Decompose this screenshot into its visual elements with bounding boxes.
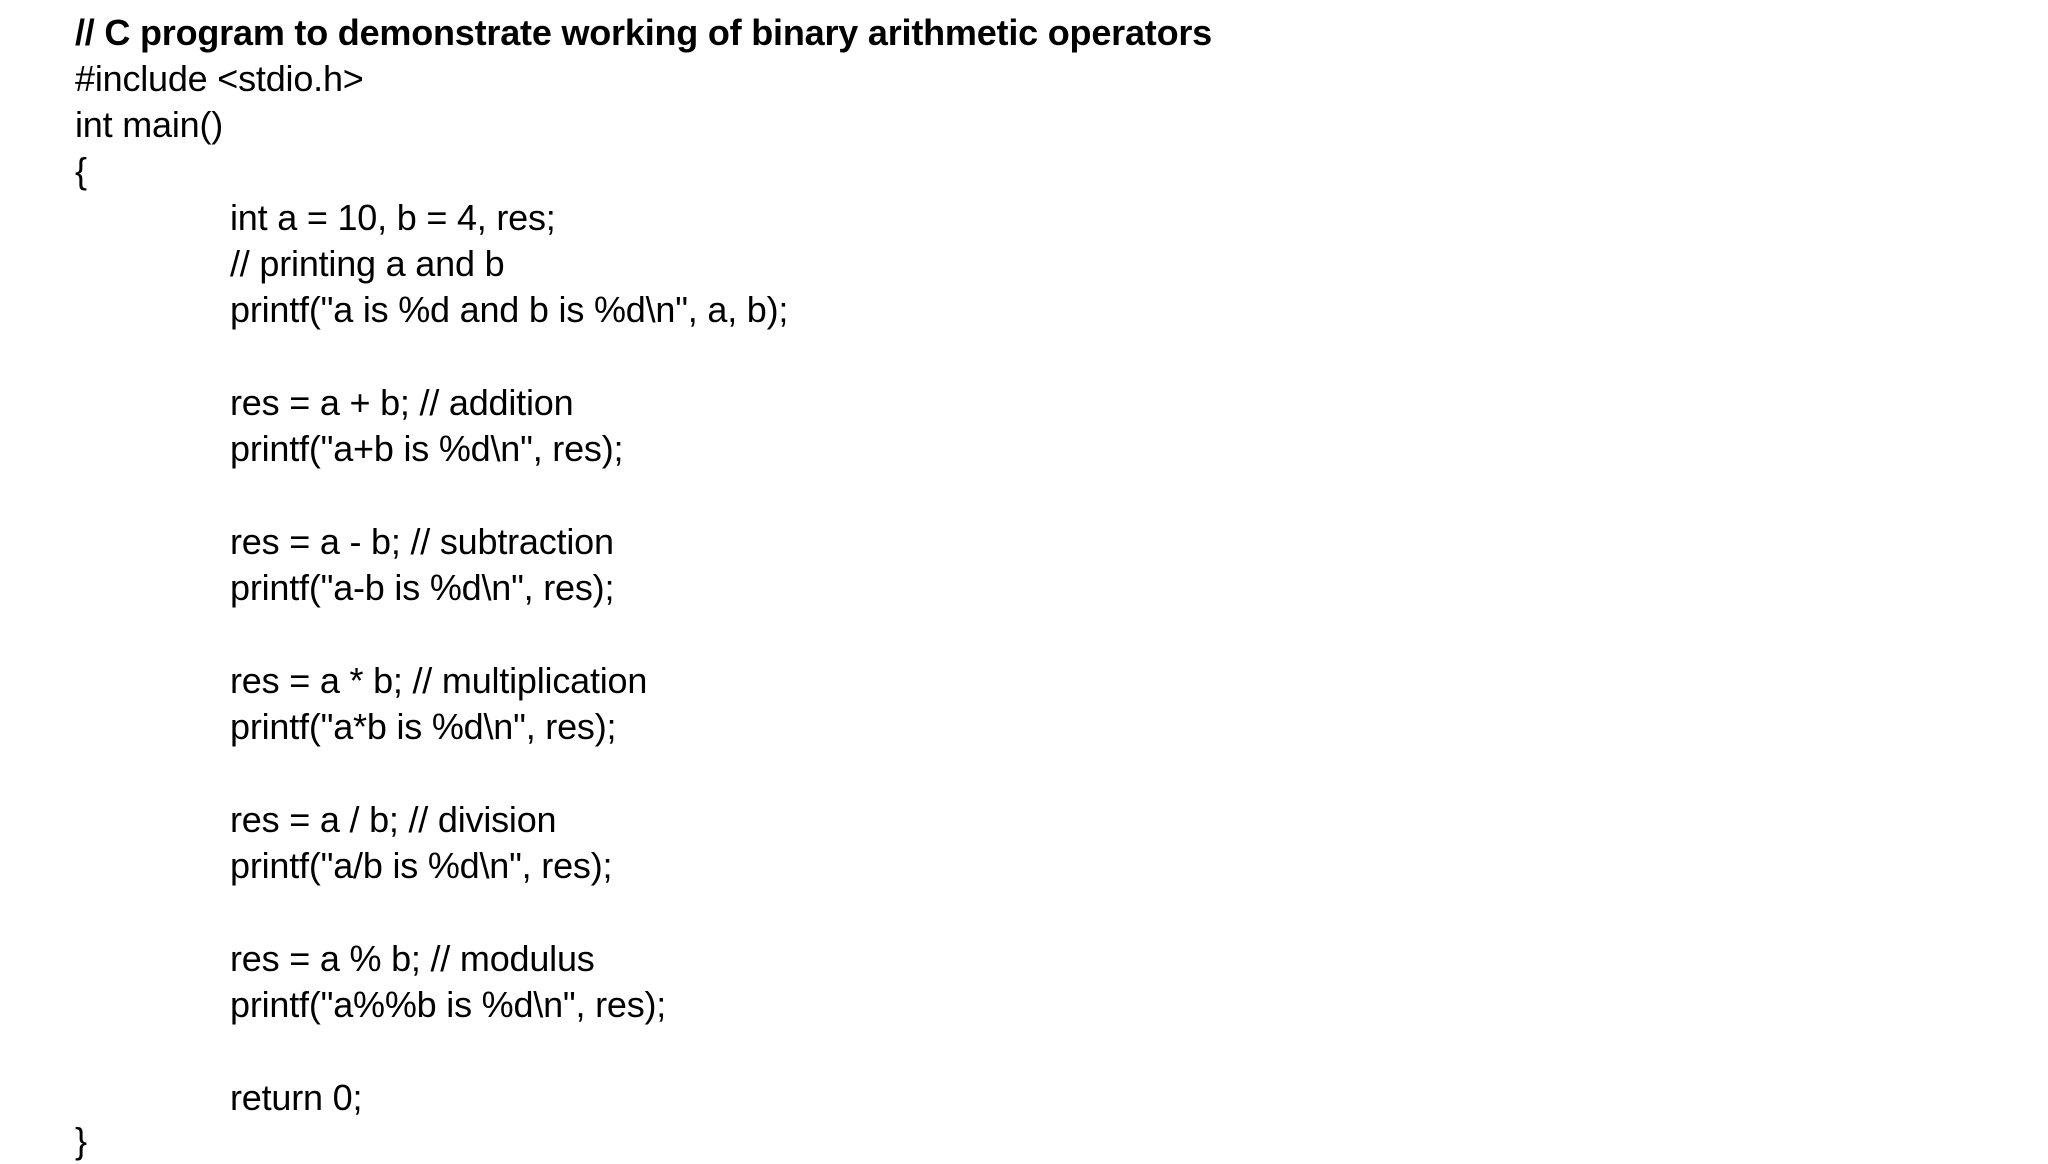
code-line-return: return 0; (230, 1077, 363, 1118)
code-comment-title: // C program to demonstrate working of binary arithmetic operators (75, 12, 1212, 53)
code-line-printf-subtraction: printf("a-b is %d\n", res); (230, 567, 615, 608)
code-line-addition: res = a + b; // addition (230, 382, 574, 423)
code-line-division: res = a / b; // division (230, 799, 557, 840)
code-line-printf-multiplication: printf("a*b is %d\n", res); (230, 706, 617, 747)
code-line-printf-ab: printf("a is %d and b is %d\n", a, b); (230, 289, 789, 330)
code-line-declarations: int a = 10, b = 4, res; (230, 197, 556, 238)
code-line-main-signature: int main() (75, 104, 224, 145)
code-line-comment-printing: // printing a and b (230, 243, 505, 284)
code-line-multiplication: res = a * b; // multiplication (230, 660, 648, 701)
code-line-close-brace: } (75, 1120, 87, 1161)
code-line-modulus: res = a % b; // modulus (230, 938, 595, 979)
code-line-printf-modulus: printf("a%%b is %d\n", res); (230, 984, 667, 1025)
code-line-subtraction: res = a - b; // subtraction (230, 521, 614, 562)
code-line-printf-division: printf("a/b is %d\n", res); (230, 845, 613, 886)
code-line-include: #include <stdio.h> (75, 58, 364, 99)
code-line-open-brace: { (75, 150, 87, 191)
code-line-printf-addition: printf("a+b is %d\n", res); (230, 428, 624, 469)
